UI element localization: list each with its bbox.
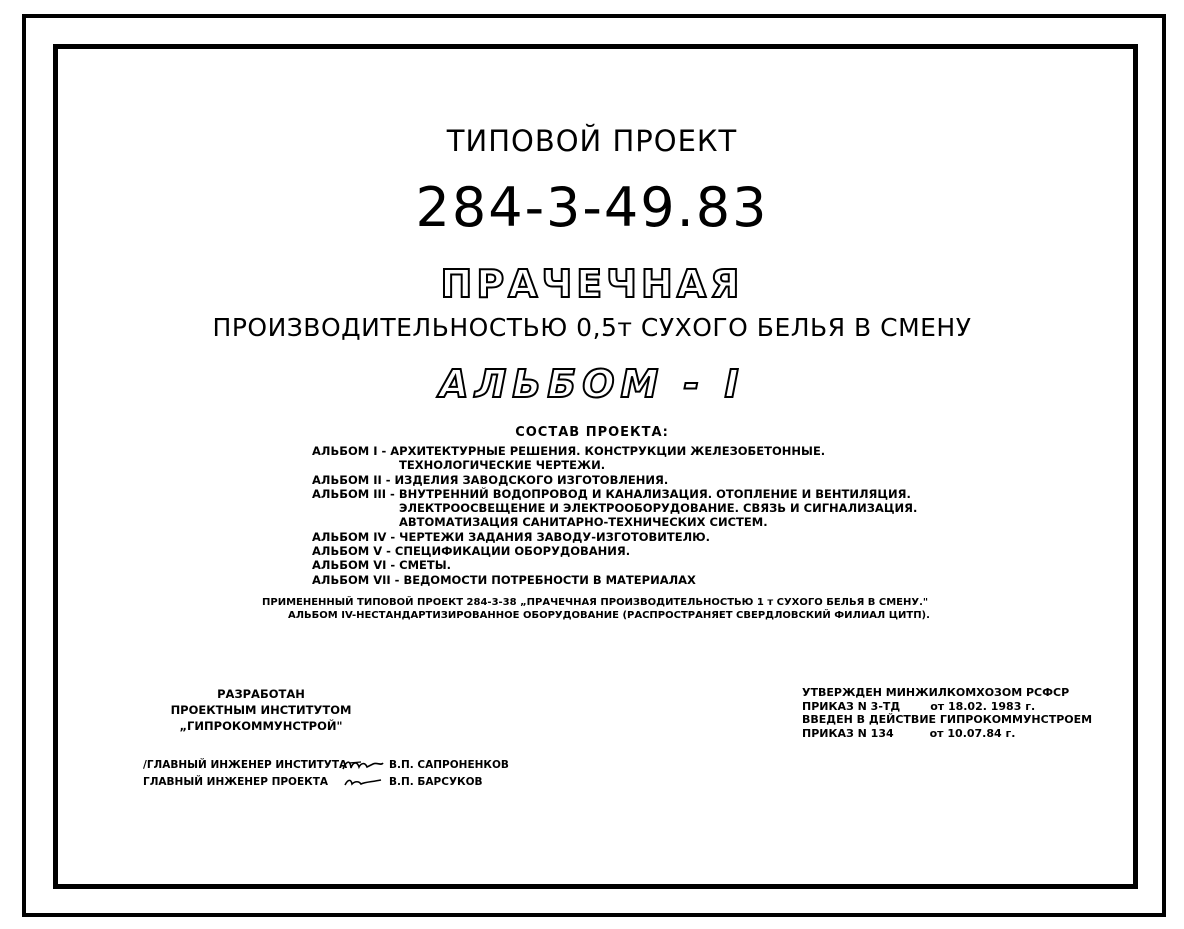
applied-project-line: АЛЬБОМ IV-НЕСТАНДАРТИЗИРОВАННОЕ ОБОРУДОВАНИЕ (РАСПРОСТРАНЯЕТ СВЕРДЛОВСКИЙ ФИЛИАЛ ЦИТП). [288,610,930,621]
contents-line: АЛЬБОМ IV - ЧЕРТЕЖИ ЗАДАНИЯ ЗАВОДУ-ИЗГОТОВИТЕЛЮ. [312,529,710,544]
signature-role: ГЛАВНЫЙ ИНЖЕНЕР ПРОЕКТА [143,776,329,788]
signature-name: В.П. САПРОНЕНКОВ [389,759,509,771]
contents-line: АЛЬБОМ VII - ВЕДОМОСТИ ПОТРЕБНОСТИ В МАТЕРИАЛАХ [312,572,696,587]
developer-line: РАЗРАБОТАН [217,687,305,701]
contents-line: АЛЬБОМ V - СПЕЦИФИКАЦИИ ОБОРУДОВАНИЯ. [312,544,631,559]
developer-line: „ГИПРОКОММУНСТРОЙ" [179,719,343,733]
applied-project-note [262,596,930,622]
signature-block [143,757,509,791]
contents-line: АЛЬБОМ III - ВНУТРЕННИЙ ВОДОПРОВОД И КАНАЛИЗАЦИЯ. ОТОПЛЕНИЕ И ВЕНТИЛЯЦИЯ. [312,486,911,501]
signature-row [143,757,509,774]
handwritten-signature [341,775,389,789]
applied-project-line: ПРИМЕНЕННЫЙ ТИПОВОЙ ПРОЕКТ 284-3-38 „ПРАЧЕЧНАЯ ПРОИЗВОДИТЕЛЬНОСТЬЮ 1 т СУХОГО БЕЛЬЯ В СМЕНУ." [262,597,929,608]
approval-order-date: от 18.02. 1983 г. [930,699,1036,713]
approval-order-row [802,727,1092,741]
signature-name: В.П. БАРСУКОВ [389,776,483,788]
approval-line: ВВЕДЕН В ДЕЙСТВИЕ ГИПРОКОММУНСТРОЕМ [802,713,1093,727]
signature-role: /ГЛАВНЫЙ ИНЖЕНЕР ИНСТИТУТА [143,759,348,771]
approval-order-number: ПРИКАЗ N 3-ТД [802,699,901,713]
album-title: АЛЬБОМ - I [439,362,745,406]
contents-line: АЛЬБОМ I - АРХИТЕКТУРНЫЕ РЕШЕНИЯ. КОНСТРУКЦИИ ЖЕЛЕЗОБЕТОННЫЕ. [312,444,826,458]
developer-line: ПРОЕКТНЫМ ИНСТИТУТОМ [170,703,352,717]
contents-line: ЭЛЕКТРООСВЕЩЕНИЕ И ЭЛЕКТРООБОРУДОВАНИЕ. СВЯЗЬ И СИГНАЛИЗАЦИЯ. [399,501,918,516]
signature-row [143,774,509,791]
developer-block [141,686,381,734]
contents-list [312,444,917,587]
contents-line: АЛЬБОМ VI - СМЕТЫ. [312,558,452,573]
approval-order-number: ПРИКАЗ N 134 [802,727,894,741]
project-number: 284-3-49.83 [415,176,769,239]
document-type-label: ТИПОВОЙ ПРОЕКТ [446,124,738,158]
contents-line: АВТОМАТИЗАЦИЯ САНИТАРНО-ТЕХНИЧЕСКИХ СИСТЕМ. [399,515,768,530]
contents-line: АЛЬБОМ II - ИЗДЕЛИЯ ЗАВОДСКОГО ИЗГОТОВЛЕНИЯ. [312,472,669,487]
contents-heading: СОСТАВ ПРОЕКТА: [515,425,669,440]
capacity-line: ПРОИЗВОДИТЕЛЬНОСТЬЮ 0,5т СУХОГО БЕЛЬЯ В СМЕНУ [212,313,972,342]
approval-order-row [802,700,1092,714]
approval-line: УТВЕРЖДЕН МИНЖИЛКОМХОЗОМ РСФСР [802,686,1070,699]
building-name: ПРАЧЕЧНАЯ [440,262,744,306]
handwritten-signature [341,758,389,772]
approval-order-date: от 10.07.84 г. [929,727,1016,741]
approval-block [802,686,1092,741]
contents-line: ТЕХНОЛОГИЧЕСКИЕ ЧЕРТЕЖИ. [399,458,606,473]
